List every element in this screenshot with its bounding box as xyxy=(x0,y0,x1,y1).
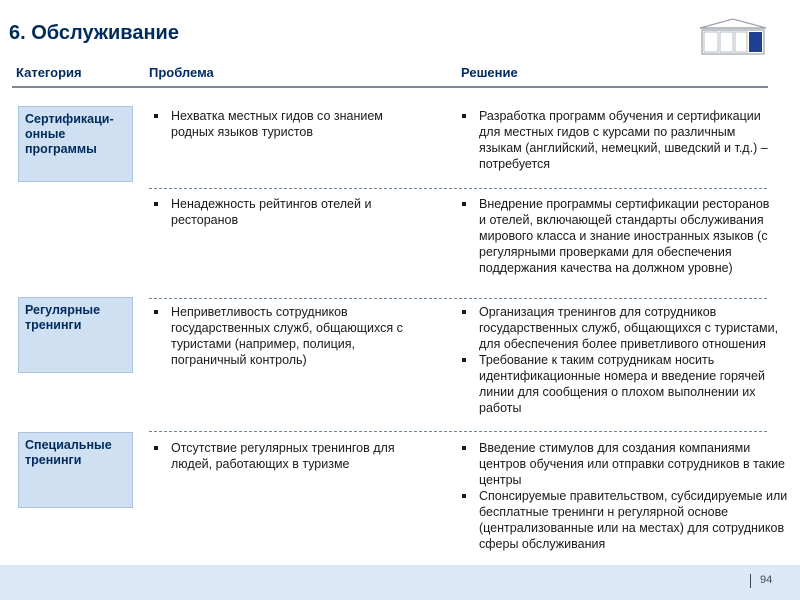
solution-cell xyxy=(457,440,797,552)
column-header-solution: Решение xyxy=(461,65,518,80)
column-header-problem: Проблема xyxy=(149,65,214,80)
bullet-item: Отсутствие регулярных тренингов для людей, работающих в туризме xyxy=(149,440,414,472)
bullet-item: Требование к таким сотрудникам носить идентификационные номера и введение горячей линии для сообщения о плохом выполнении их работы xyxy=(457,352,793,416)
building-logo-icon xyxy=(697,17,769,55)
row-divider xyxy=(149,431,767,432)
solution-cell xyxy=(457,304,793,416)
solution-cell xyxy=(457,196,772,276)
row-divider xyxy=(149,298,767,299)
category-special-trainings: Специальные тренинги xyxy=(18,432,133,508)
bullet-item: Разработка программ обучения и сертификации для местных гидов с курсами по различным языкам (английский, немецкий, шведский и т.д.) – потребуется xyxy=(457,108,772,172)
category-regular-trainings: Регулярные тренинги xyxy=(18,297,133,373)
problem-cell xyxy=(149,108,424,140)
bullet-item: Организация тренингов для сотрудников государственных служб, общающихся с туристами, для обеспечения более приветливого отношения xyxy=(457,304,793,352)
category-certification: Сертификаци-онные программы xyxy=(18,106,133,182)
bullet-item: Ненадежность рейтингов отелей и ресторанов xyxy=(149,196,424,228)
footer-band xyxy=(0,565,800,600)
header-divider xyxy=(12,86,768,88)
bullet-item: Нехватка местных гидов со знанием родных языков туристов xyxy=(149,108,424,140)
page-number: 94 xyxy=(760,574,773,586)
solution-cell xyxy=(457,108,772,172)
page-number-divider xyxy=(750,574,751,588)
problem-cell xyxy=(149,440,414,472)
bullet-item: Спонсируемые правительством, субсидируемые или бесплатные тренинги н регулярной основе (централизованные или на местах) для сотрудников сферы обслуживания xyxy=(457,488,797,552)
bullet-item: Внедрение программы сертификации ресторанов и отелей, включающей стандарты обслуживания мирового класса и знание иностранных языков (с регулярными проверками для обеспечения поддержания качества на должном уровне) xyxy=(457,196,772,276)
bullet-item: Введение стимулов для создания компаниями центров обучения или отправки сотрудников в такие центры xyxy=(457,440,797,488)
page-title: 6. Обслуживание xyxy=(9,22,179,44)
problem-cell xyxy=(149,196,424,228)
column-header-category: Категория xyxy=(16,65,82,80)
problem-cell xyxy=(149,304,414,368)
row-divider xyxy=(149,188,767,189)
bullet-item: Неприветливость сотрудников государственных служб, общающихся с туристами (например, полиция, пограничный контроль) xyxy=(149,304,414,368)
